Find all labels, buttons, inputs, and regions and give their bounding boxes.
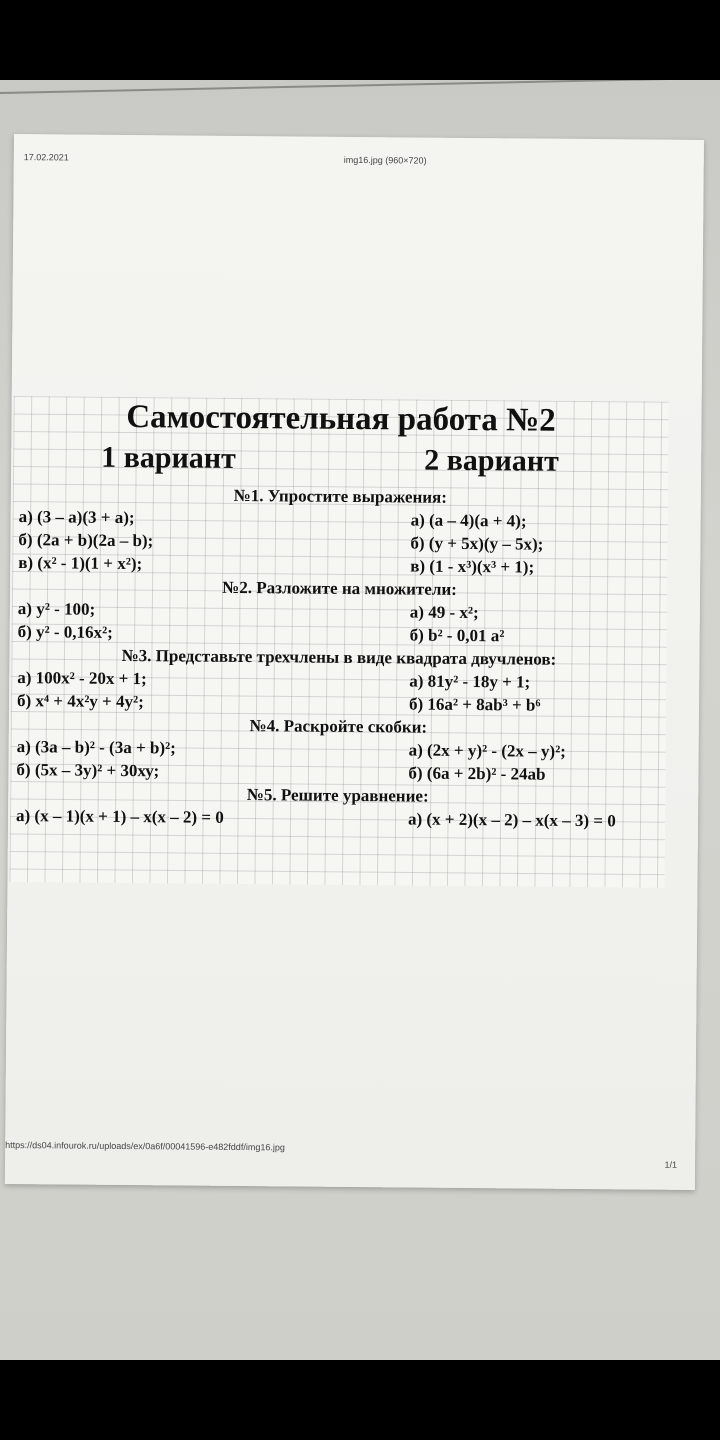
task-1-v1-item: а) (3 – а)(3 + а); [18, 507, 135, 528]
task-1-heading: №1. Упростите выражения: [233, 485, 448, 507]
task-1-v1-item: б) (2а + b)(2a – b); [18, 530, 154, 551]
task-3-heading: №3. Представьте трехчлены в виде квадрата двучленов: [121, 645, 557, 669]
print-page-number: 1/1 [664, 1159, 678, 1170]
print-image-title: img16.jpg (960×720) [343, 154, 427, 166]
worksheet [9, 396, 668, 888]
variant-1-heading: 1 вариант [101, 440, 237, 475]
task-5-v1-item: а) (х – 1)(х + 1) – х(х – 2) = 0 [15, 806, 224, 827]
task-4-v1-item: б) (5х – 3у)² + 30ху; [16, 760, 160, 781]
task-1-v2-item: б) (у + 5х)(у – 5х); [410, 533, 544, 554]
task-3-v2-item: а) 81у² - 18у + 1; [409, 671, 531, 692]
task-2-v1-item: б) у² - 0,16х²; [17, 622, 113, 642]
desk-edge [0, 80, 720, 94]
task-1-v2-item: в) (1 - х³)(х³ + 1); [410, 556, 535, 577]
task-1-v2-item: а) (а – 4)(а + 4); [410, 510, 527, 531]
task-2-v1-item: а) у² - 100; [17, 599, 96, 619]
printed-sheet [5, 134, 704, 1190]
task-2-v2-item: а) 49 - х²; [409, 602, 479, 623]
worksheet-title: Самостоятельная работа №2 [126, 398, 556, 439]
print-header [14, 152, 704, 166]
task-2-heading: №2. Разложите на множители: [222, 577, 457, 599]
task-4-heading: №4. Раскройте скобки: [249, 716, 428, 737]
task-1-v1-item: в) (x² - 1)(1 + x²); [18, 553, 143, 574]
task-3-v1-item: б) x⁴ + 4x²y + 4y²; [16, 691, 144, 712]
task-3-v1-item: а) 100х² - 20х + 1; [17, 668, 147, 689]
task-4-v2-item: б) (6а + 2b)² - 24аb [408, 763, 546, 784]
print-footer [5, 1139, 695, 1170]
print-url: https://ds04.infourok.ru/uploads/ex/0a6f/00041596-e482fddf/img16.jpg [5, 1139, 285, 1153]
task-4-v2-item: а) (2х + у)² - (2х – у)²; [408, 740, 566, 761]
photo-background [0, 80, 720, 1360]
task-5-heading: №5. Решите уравнение: [246, 785, 429, 806]
variant-2-heading: 2 вариант [424, 443, 560, 478]
task-4-v1-item: а) (3а – b)² - (3а + b)²; [16, 737, 176, 758]
task-5-v2-item: а) (х + 2)(х – 2) – х(х – 3) = 0 [407, 809, 616, 831]
task-2-v2-item: б) b² - 0,01 а² [409, 625, 505, 646]
task-3-v2-item: б) 16а² + 8аb³ + b⁶ [408, 694, 541, 715]
print-date: 17.02.2021 [23, 152, 69, 163]
